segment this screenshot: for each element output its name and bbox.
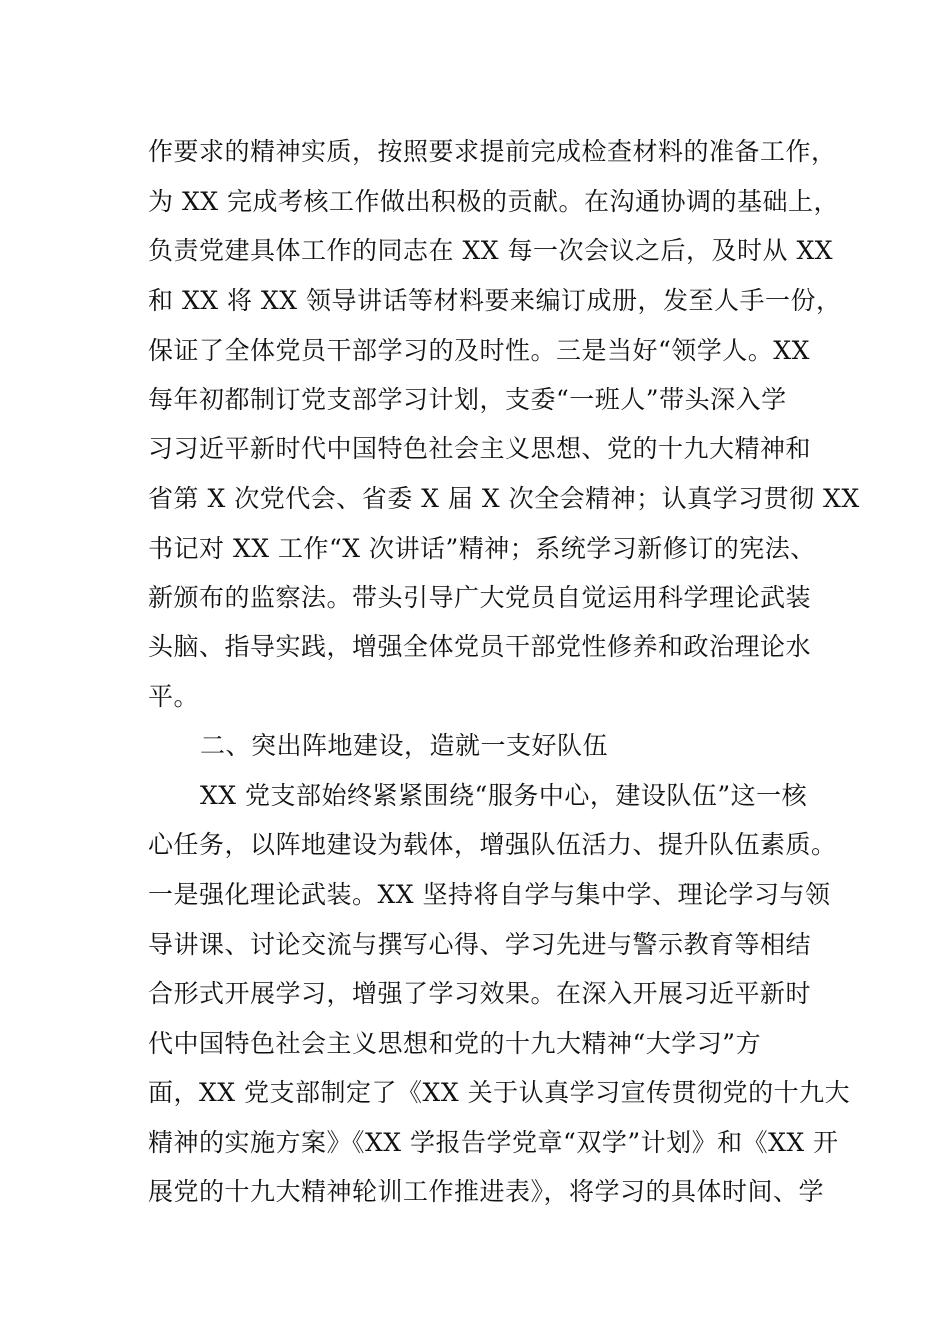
body-text-line: 头脑、指导实践，增强全体党员干部党性修养和政治理论水 — [148, 632, 812, 661]
body-text-line: 和 XX 将 XX 领导讲话等材料要来编订成册，发至人手一份， — [148, 286, 842, 315]
body-text-line: 每年初都制订党支部学习计划，支委“一班人”带头深入学 — [148, 385, 787, 414]
body-text-line: 省第 X 次党代会、省委 X 届 X 次全会精神；认真学习贯彻 XX — [148, 484, 860, 513]
body-text-line: 导讲课、讨论交流与撰写心得、学习先进与警示教育等相结 — [148, 930, 812, 959]
body-text-line: 负责党建具体工作的同志在 XX 每一次会议之后，及时从 XX — [148, 236, 834, 265]
body-text-line: 心任务，以阵地建设为载体，增强队伍活力、提升队伍素质。 — [148, 830, 837, 859]
body-text-line: 作要求的精神实质，按照要求提前完成检查材料的准备工作， — [148, 137, 837, 166]
body-text-line: 一是强化理论武装。XX 坚持将自学与集中学、理论学习与领 — [148, 880, 831, 909]
body-text-line: 面，XX 党支部制定了《XX 关于认真学习宣传贯彻党的十九大 — [148, 1078, 851, 1107]
body-text-line: 书记对 XX 工作“X 次讲话”精神；系统学习新修订的宪法、 — [148, 534, 816, 563]
body-text-line: 保证了全体党员干部学习的及时性。三是当好“领学人。XX — [148, 336, 810, 365]
section-heading: 二、突出阵地建设，造就一支好队伍 — [200, 731, 609, 760]
body-text-line: 合形式开展学习，增强了学习效果。在深入开展习近平新时 — [148, 979, 812, 1008]
body-text-line: 为 XX 完成考核工作做出积极的贡献。在沟通协调的基础上， — [148, 187, 839, 216]
body-text-line: 代中国特色社会主义思想和党的十九大精神“大学习”方 — [148, 1029, 762, 1058]
body-text-line: 新颁布的监察法。带头引导广大党员自觉运用科学理论武装 — [148, 583, 812, 612]
body-text-line: 展党的十九大精神轮训工作推进表》，将学习的具体时间、学 — [148, 1177, 825, 1206]
body-text-line: 精神的实施方案》《XX 学报告学党章“双学”计划》和《XX 开 — [148, 1128, 839, 1157]
body-text-line: 习习近平新时代中国特色社会主义思想、党的十九大精神和 — [148, 434, 812, 463]
body-text-line: XX 党支部始终紧紧围绕“服务中心，建设队伍”这一核 — [200, 781, 808, 810]
body-text-line: 平。 — [148, 682, 200, 711]
